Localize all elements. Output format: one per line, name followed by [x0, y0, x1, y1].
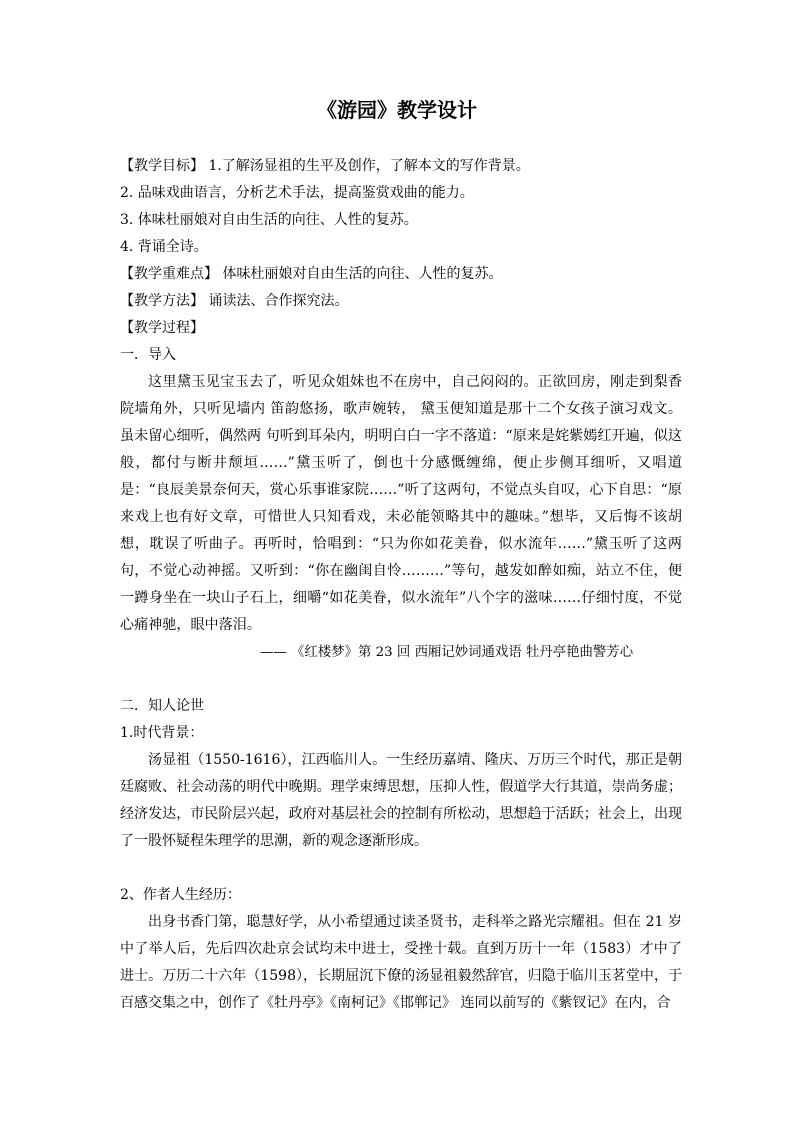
spacer	[120, 855, 682, 882]
teaching-process-heading: 【教学过程】	[120, 320, 204, 336]
intro-paragraph: 这里黛玉见宝玉去了，听见众姐妹也不在房中，自己闷闷的。正欲回房，刚走到梨香院墙角外，只听见墙内 笛韵悠扬，歌声婉转， 黛玉便知道是那十二个女孩子演习戏文。 虽未留心细听，偶然两 句听到耳朵内，明明白白一字不落道：“原来是姹紫嫣红开遍，似这般，都付与断井颓垣……”黛玉听了，倒也十分感慨缠绵，便止步侧耳细听，又唱道是：“良辰美景奈何天，赏心乐事谁家院……”听了这两句，不觉点头自叹，心下自思：“原来戏上也有好文章，可惜世人只知看戏，未必能领略其中的趣味。”想毕，又后悔不该胡想，耽误了听曲子。再听时，恰唱到：“只为你如花美眷，似水流年……”黛玉听了这两句，不觉心动神摇。又听到：“你在幽闺自怜………”等句，越发如醉如痴，站立不住，便一蹲身坐在一块山子石上，细嚼“如花美眷，似水流年”八个字的滋味……仔细忖度，不觉心痛神驰，眼中落泪。	[120, 374, 682, 633]
spacer	[120, 666, 682, 693]
author-life-heading: 2、作者人生经历：	[120, 887, 241, 903]
era-background-heading: 1.时代背景：	[120, 725, 204, 741]
document-title: 《游园》教学设计	[317, 98, 477, 122]
section-2-heading: 二．知人论世	[120, 698, 204, 714]
document-body	[120, 153, 682, 1017]
intro-heading: 一．导入	[120, 347, 176, 363]
era-background-paragraph: 汤显祖（1550-1616），江西临川人。一生经历嘉靖、隆庆、万历三个时代，那正是朝廷腐败、社会动荡的明代中晚期。理学束缚思想，压抑人性，假道学大行其道，崇尚务虚；经济发达，市民阶层兴起，政府对基层社会的控制有所松动，思想趋于活跃；社会上，出现了一股怀疑程朱理学的思潮，新的观念逐渐形成。	[120, 752, 682, 849]
key-difficulty-line: 【教学重难点】 体味杜丽娘对自由生活的向往、人性的复苏。	[120, 266, 503, 282]
teaching-method-line: 【教学方法】 诵读法、合作探究法。	[120, 293, 349, 309]
intro-source-citation: —— 《红楼梦》第 23 回 西厢记妙词通戏语 牡丹亭艳曲警芳心	[260, 645, 634, 660]
teaching-goal-2: 2. 品味戏曲语言，分析艺术手法，提高鉴赏戏曲的能力。	[120, 185, 474, 201]
teaching-goal-3: 3. 体味杜丽娘对自由生活的向往、人性的复苏。	[120, 212, 418, 228]
author-life-paragraph: 出身书香门第，聪慧好学，从小希望通过读圣贤书，走科举之路光宗耀祖。但在 21 岁中了举人后，先后四次赴京会试均未中进士，受挫十载。直到万历十一年（1583）才中了进士。万历二十六年（1598），长期屈沉下僚的汤显祖毅然辞官，归隐于临川玉茗堂中，于百感交集之中，创作了《牡丹亭》《南柯记》《邯郸记》 连同以前写的《紫钗记》在内，合	[120, 914, 682, 1011]
teaching-goal-line: 【教学目标】 1.了解汤显祖的生平及创作，了解本文的写作背景。	[120, 158, 530, 174]
teaching-goal-4: 4. 背诵全诗。	[120, 239, 208, 255]
